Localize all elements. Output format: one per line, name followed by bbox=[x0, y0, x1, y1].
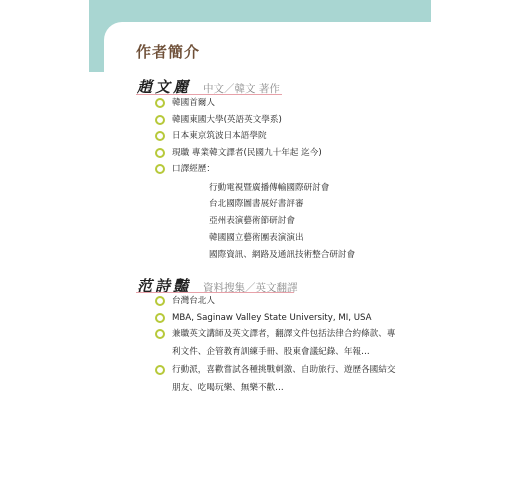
circle-bullet-icon bbox=[155, 296, 165, 306]
circle-bullet-icon bbox=[155, 131, 165, 141]
interpreting-item: 行動電視暨廣播傳輸國際研討會 bbox=[209, 182, 330, 193]
author-role: 中文／韓文 著作 bbox=[203, 83, 280, 95]
interpreting-item: 國際資訊、網路及通訊技術整合研討會 bbox=[209, 249, 356, 260]
circle-bullet-icon bbox=[155, 98, 165, 108]
list-item: 韓國東國大學(英語英文學系) bbox=[155, 112, 395, 129]
author-2-list bbox=[155, 293, 395, 397]
author-role: 資料搜集／英文翻譯 bbox=[203, 282, 298, 294]
list-item: 現職 專業韓文譯者(民國九十年起 迄今) bbox=[155, 145, 395, 162]
circle-bullet-icon bbox=[155, 365, 165, 375]
list-item: 兼職英文講師及英文譯者，翻譯文件包括法律合約條款、專利文件、企管教育訓練手冊、股東會議紀錄、年報… bbox=[155, 326, 404, 361]
list-item: MBA, Saginaw Valley State University, MI, USA bbox=[155, 310, 395, 327]
list-item: 日本東京筑波日本語學院 bbox=[155, 128, 395, 145]
list-item: 台灣台北人 bbox=[155, 293, 395, 310]
list-item: 韓國首爾人 bbox=[155, 95, 395, 112]
circle-bullet-icon bbox=[155, 329, 165, 339]
list-item: 行動派，喜歡嘗試各種挑戰刺激、自助旅行、遊歷各國結交朋友、吃喝玩樂、無樂不歡… bbox=[155, 362, 404, 397]
circle-bullet-icon bbox=[155, 115, 165, 125]
interpreting-item: 韓國國立藝術團表演演出 bbox=[209, 232, 304, 243]
circle-bullet-icon bbox=[155, 164, 165, 174]
interpreting-list bbox=[172, 180, 395, 264]
author-1-list bbox=[155, 95, 395, 263]
interpreting-item: 亞州表演藝術節研討會 bbox=[209, 216, 295, 227]
page-title: 作者簡介 bbox=[136, 43, 201, 61]
author-name: 趙文麗 bbox=[137, 78, 192, 96]
interpreting-item: 台北國際圖書展好書評審 bbox=[209, 199, 304, 210]
author-name: 范詩豔 bbox=[137, 277, 192, 295]
circle-bullet-icon bbox=[155, 148, 165, 158]
list-item: 口譯經歷： 行動電視暨廣播傳輸國際研討會 台北國際圖書展好書評審 亞州表演藝術節研討會 韓國國立藝術團表演演出 國際資訊、網路及通訊技術整合研討會 bbox=[155, 161, 395, 263]
circle-bullet-icon bbox=[155, 313, 165, 323]
